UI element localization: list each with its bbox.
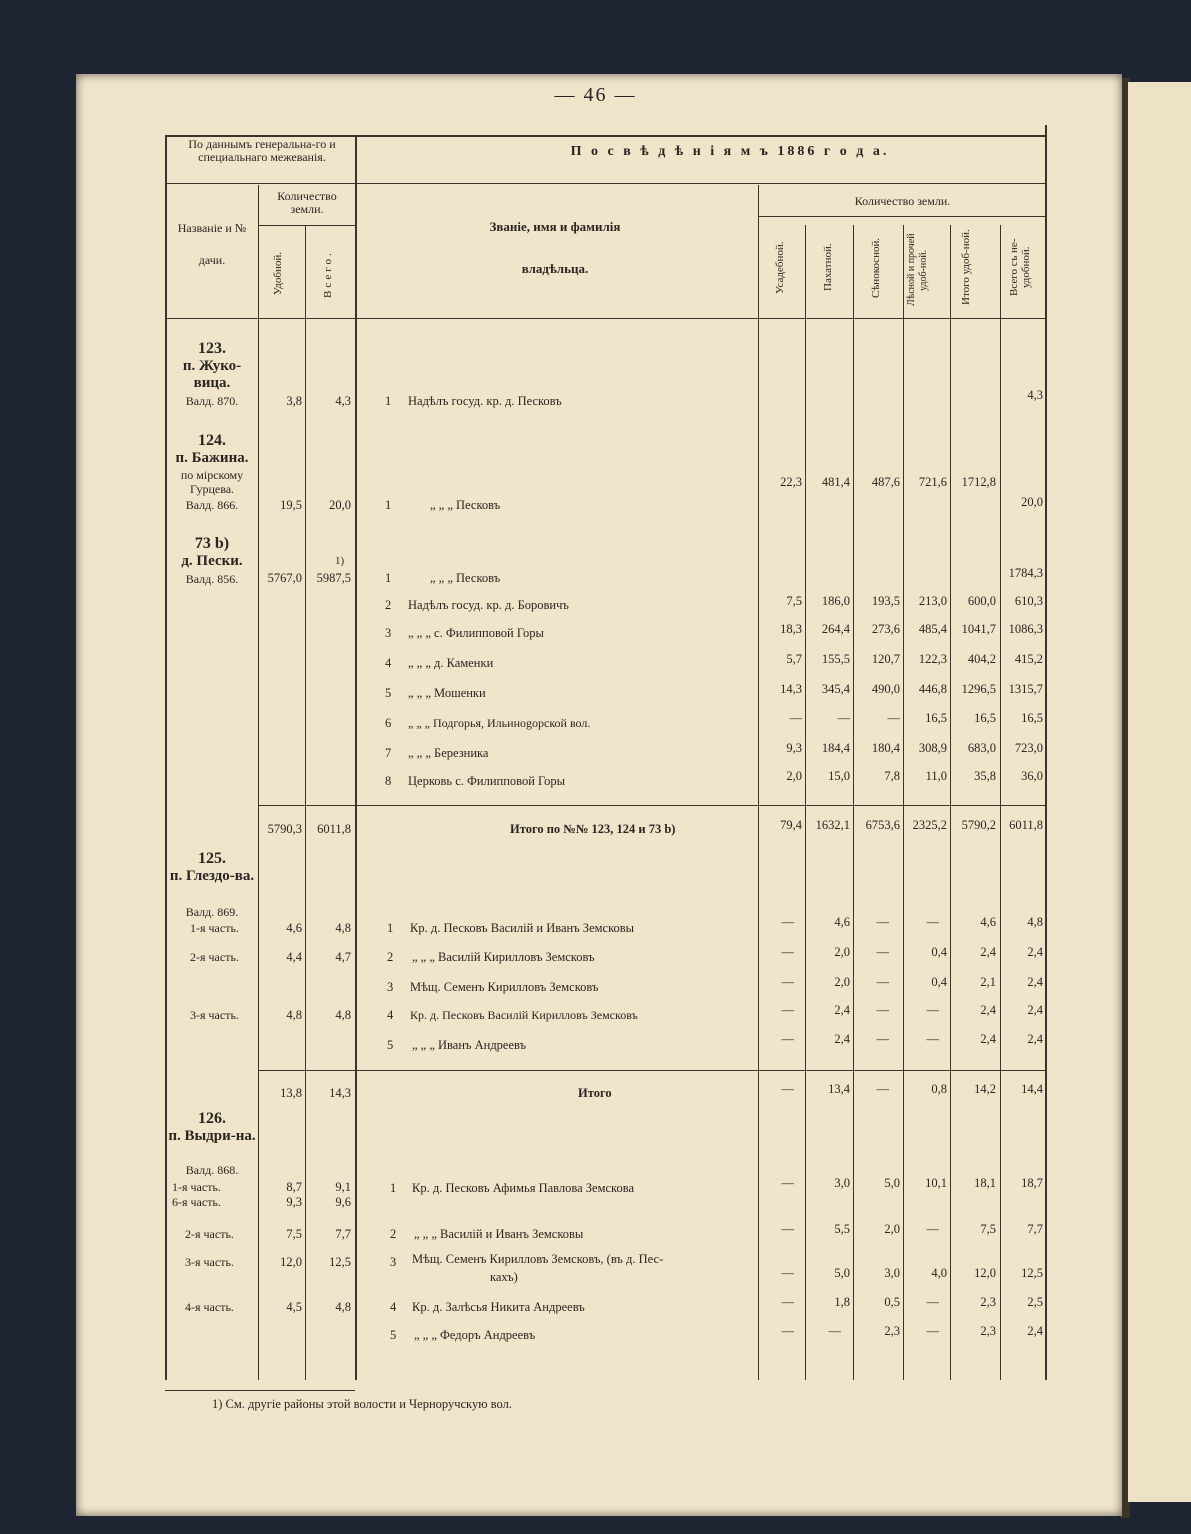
cell-udob: 3,8: [286, 394, 302, 408]
cell-no: 8: [385, 774, 392, 788]
cell-owner: „ „ „ Мошенки: [408, 686, 486, 700]
cell-c3: 0,5: [884, 1295, 900, 1309]
total1-c2: 1632,1: [815, 818, 850, 832]
cell-c6: 2,5: [1027, 1295, 1043, 1309]
total2-label: Итого: [578, 1086, 612, 1100]
cell-c5: 12,0: [974, 1266, 996, 1280]
cell-udob: 4,8: [286, 1008, 302, 1022]
header-owner-2: владѣльца.: [521, 261, 589, 276]
cell-c2: 264,4: [821, 622, 850, 636]
cell-c2: 155,5: [821, 652, 850, 666]
header-c1: Усадебной.: [774, 241, 786, 294]
dacha-73-vald: Валд. 856.: [185, 572, 239, 586]
total1-c1: 79,4: [780, 818, 802, 832]
cell-c3: 120,7: [871, 652, 900, 666]
cell-c1: 18,3: [780, 622, 802, 636]
cell-c1: 7,5: [786, 594, 802, 608]
total2-c1: —: [781, 1082, 794, 1096]
header-name-col: Названіе и № дачи.: [177, 221, 247, 267]
cell-owner: Кр. д. Песковъ Афимья Павлова Земскова: [412, 1181, 635, 1195]
cell-c1: 9,3: [786, 741, 802, 755]
cell-no: 6: [385, 716, 392, 730]
cell-c4: 4,0: [931, 1266, 947, 1280]
cell-c3: 180,4: [871, 741, 900, 755]
cell-owner: „ „ „ Иванъ Андреевъ: [412, 1038, 527, 1052]
cell-c5: 4,6: [980, 915, 996, 929]
cell-vsego: 4,7: [335, 950, 351, 964]
cell-no: 1: [385, 498, 392, 512]
cell-c3: 490,0: [871, 682, 900, 696]
cell-owner: „ „ „ Василій и Иванъ Земсковы: [414, 1227, 584, 1241]
cell-c5: 404,2: [967, 652, 996, 666]
dacha-73-name: д. Пески.: [181, 553, 243, 569]
cell-c1: —: [781, 1324, 794, 1338]
cell-c5: 2,3: [980, 1295, 996, 1309]
col-rule-owner: [355, 135, 357, 1380]
cell-owner: Мѣщ. Семенъ Кирилловъ Земсковъ: [410, 980, 599, 994]
dacha-124-num: 124.: [198, 432, 226, 449]
cell-c4: —: [926, 915, 939, 929]
cell-no: 4: [390, 1300, 397, 1314]
cell-c2: 2,4: [834, 1003, 850, 1017]
part-label: 3-я часть.: [185, 1255, 234, 1269]
cell-c3: 193,5: [871, 594, 900, 608]
cell-c6: 415,2: [1014, 652, 1043, 666]
total1-rule: [258, 805, 1045, 806]
cell-udob: 8,7: [286, 1180, 302, 1194]
part-label: 6-я часть.: [172, 1195, 221, 1209]
cell-c4: 0,4: [931, 945, 947, 959]
table-right-rule: [1045, 125, 1047, 1380]
cell-c3: —: [876, 975, 889, 989]
cell-c2: 1,8: [834, 1295, 850, 1309]
cell-owner: „ „ „ Березника: [408, 746, 489, 760]
col-rule-c5: [950, 225, 951, 1380]
cell-c1: 2,0: [786, 769, 802, 783]
facing-page: [1128, 82, 1191, 1502]
cell-no: 5: [385, 686, 392, 700]
total2-rule: [258, 1070, 1045, 1071]
cell-no: 5: [390, 1328, 397, 1342]
cell-c5: 1712,8: [961, 475, 996, 489]
dacha-123-name: п. Жуко-вица.: [182, 358, 242, 391]
cell-no: 1: [385, 571, 392, 585]
cell-c2: 2,4: [834, 1032, 850, 1046]
total2-c3: —: [876, 1082, 889, 1096]
cell-c5: 2,3: [980, 1324, 996, 1338]
cell-c6: 1086,3: [1008, 622, 1043, 636]
cell-c5: 18,1: [974, 1176, 996, 1190]
cell-udob: 7,5: [286, 1227, 302, 1241]
cell-owner-continued: кахъ): [490, 1270, 518, 1284]
cell-c5: 683,0: [967, 741, 996, 755]
cell-c2: 3,0: [834, 1176, 850, 1190]
cell-owner: „ „ „ д. Каменки: [408, 656, 494, 670]
cell-c6: 36,0: [1021, 769, 1043, 783]
cell-vsego: 4,8: [335, 921, 351, 935]
cell-udob: 19,5: [280, 498, 302, 512]
cell-c5: 2,4: [980, 1003, 996, 1017]
dacha-126-name: п. Выдри-на.: [168, 1128, 256, 1144]
header-c4: Лѣсной и прочей удоб-ной.: [906, 233, 929, 307]
col-rule-c2: [805, 225, 806, 1380]
header-c3: Сѣнокосной.: [870, 237, 882, 298]
cell-c1: —: [789, 711, 802, 725]
cell-c3: —: [887, 711, 900, 725]
cell-c5: 600,0: [967, 594, 996, 608]
cell-owner: Кр. д. Песковъ Василій и Иванъ Земсковы: [410, 921, 635, 935]
cell-udob: 4,5: [286, 1300, 302, 1314]
col-rule-c3: [853, 225, 854, 1380]
cell-c5: 2,1: [980, 975, 996, 989]
cell-c2: 345,4: [821, 682, 850, 696]
cell-udob: 9,3: [286, 1195, 302, 1209]
cell-c3: 273,6: [871, 622, 900, 636]
cell-c6: 7,7: [1027, 1222, 1043, 1236]
cell-c1: —: [781, 975, 794, 989]
cell-c4: 446,8: [918, 682, 947, 696]
cell-no: 7: [385, 746, 392, 760]
part-label: 1-я часть.: [172, 1180, 221, 1194]
cell-c3: —: [876, 1032, 889, 1046]
header-rule-qty2: [758, 216, 1045, 217]
cell-no: 4: [387, 1008, 394, 1022]
cell-c1: —: [781, 1003, 794, 1017]
cell-no: 1: [385, 394, 392, 408]
part-label: 1-я часть.: [190, 921, 239, 935]
dacha-125-name: п. Глездо-ва.: [169, 868, 255, 884]
cell-c6: 610,3: [1014, 594, 1043, 608]
cell-owner: „ „ „ Федоръ Андреевъ: [414, 1328, 536, 1342]
cell-c2: 481,4: [821, 475, 850, 489]
cell-no: 1: [387, 921, 394, 935]
header-owner: Званіе, имя и фамилія: [489, 219, 621, 234]
cell-udob: 4,4: [286, 950, 302, 964]
cell-no: 5: [387, 1038, 394, 1052]
header-c6: Всего съ не-удобной.: [1008, 238, 1032, 297]
cell-c1: —: [781, 1266, 794, 1280]
dacha-123-vald: Валд. 870.: [185, 394, 239, 408]
cell-c4: —: [926, 1295, 939, 1309]
cell-c5: 1296,5: [961, 682, 996, 696]
dacha-73-num: 73 b): [194, 535, 230, 552]
dacha-124-vald: Валд. 866.: [185, 498, 239, 512]
cell-c4: 11,0: [925, 769, 947, 783]
cell-c4: —: [926, 1032, 939, 1046]
cell-c1: —: [781, 1176, 794, 1190]
cell-udob: 5767,0: [267, 571, 302, 585]
total1-c5: 5790,2: [961, 818, 996, 832]
dacha-126-vald: Валд. 868.: [185, 1163, 239, 1177]
total2-c2: 13,4: [828, 1082, 850, 1096]
cell-c4: 308,9: [918, 741, 947, 755]
cell-c6: 20,0: [1021, 495, 1043, 509]
cell-c4: —: [926, 1324, 939, 1338]
footnote: 1) См. другіе районы этой волости и Черноручскую вол.: [212, 1397, 512, 1411]
cell-owner: „ „ „ с. Филипповой Горы: [408, 626, 544, 640]
cell-c4: 122,3: [918, 652, 947, 666]
cell-c6: 16,5: [1021, 711, 1043, 725]
footnote-marker: 1): [335, 555, 345, 567]
dacha-123-num: 123.: [198, 340, 226, 357]
cell-c2: 184,4: [821, 741, 850, 755]
total2-c4: 0,8: [931, 1082, 947, 1096]
cell-vsego: 9,6: [335, 1195, 351, 1209]
header-right-title: П о с в ѣ д ѣ н і я м ъ 1886 г о д а.: [570, 144, 890, 159]
footnote-rule: [165, 1390, 355, 1391]
cell-c6: 1315,7: [1008, 682, 1043, 696]
cell-c2: 15,0: [828, 769, 850, 783]
dacha-125-num: 125.: [198, 850, 226, 867]
cell-udob: 4,6: [286, 921, 302, 935]
dacha-125-vald: Валд. 869.: [185, 905, 239, 919]
cell-no: 2: [385, 598, 392, 612]
cell-owner: „ „ „ Песковъ: [430, 571, 501, 585]
cell-c4: 485,4: [918, 622, 947, 636]
cell-vsego: 5987,5: [316, 571, 351, 585]
cell-no: 3: [385, 626, 392, 640]
cell-owner: „ „ „ Подгорья, Ильинogорской вол.: [408, 716, 591, 730]
cell-c5: 16,5: [974, 711, 996, 725]
cell-c1: 5,7: [786, 652, 802, 666]
cell-c6: 723,0: [1014, 741, 1043, 755]
cell-c4: 213,0: [918, 594, 947, 608]
header-c2: Пахатной.: [822, 243, 834, 292]
cell-c1: —: [781, 915, 794, 929]
cell-c3: —: [876, 915, 889, 929]
total1-vsego: 6011,8: [317, 822, 351, 836]
cell-c2: 5,5: [834, 1222, 850, 1236]
cell-c2: —: [837, 711, 850, 725]
cell-c3: —: [876, 1003, 889, 1017]
total2-c6: 14,4: [1021, 1082, 1043, 1096]
part-label: 2-я часть.: [190, 950, 239, 964]
header-qty-col-2: Количество земли.: [854, 194, 951, 208]
header-rule-1: [165, 183, 1045, 184]
cell-vsego: 20,0: [329, 498, 351, 512]
header-bottom-rule: [165, 318, 1045, 319]
header-qty-col: Количество земли.: [277, 189, 337, 216]
table-left-rule: [165, 135, 167, 1380]
total2-udob: 13,8: [280, 1086, 302, 1100]
cell-c3: 3,0: [884, 1266, 900, 1280]
cell-c5: 35,8: [974, 769, 996, 783]
cell-no: 1: [390, 1181, 397, 1195]
cell-vsego: 9,1: [335, 1180, 351, 1194]
header-udob: Удобной.: [272, 252, 284, 296]
cell-no: 3: [387, 980, 394, 994]
cell-no: 2: [387, 950, 394, 964]
total1-c4: 2325,2: [912, 818, 947, 832]
part-label: 3-я часть.: [190, 1008, 239, 1022]
cell-c1: —: [781, 1222, 794, 1236]
cell-vsego: 4,8: [335, 1008, 351, 1022]
cell-owner: „ „ „ Василій Кирилловъ Земсковъ: [412, 950, 595, 964]
cell-c6: 18,7: [1021, 1176, 1043, 1190]
cell-c2: 2,0: [834, 975, 850, 989]
cell-owner: Кр. д. Залѣсья Никита Андреевъ: [412, 1300, 585, 1314]
cell-c6: 2,4: [1027, 975, 1043, 989]
cell-c5: 7,5: [980, 1222, 996, 1236]
cell-c1: 14,3: [780, 682, 802, 696]
col-rule-c4: [903, 225, 904, 1380]
cell-c1: —: [781, 945, 794, 959]
cell-c1: —: [781, 1295, 794, 1309]
header-vsego: Всего.: [322, 250, 334, 298]
cell-c6: 1784,3: [1008, 566, 1043, 580]
total1-c6: 6011,8: [1009, 818, 1043, 832]
total2-c5: 14,2: [974, 1082, 996, 1096]
cell-no: 2: [390, 1227, 397, 1241]
header-left-title: По даннымъ генеральна-го и специальнаго межеванія.: [188, 137, 336, 164]
cell-c3: 5,0: [884, 1176, 900, 1190]
cell-c5: 2,4: [980, 1032, 996, 1046]
cell-owner: Кр. д. Песковъ Василій Кирилловъ Земсковъ: [410, 1008, 638, 1022]
cell-c4: 721,6: [918, 475, 947, 489]
cell-c2: 5,0: [834, 1266, 850, 1280]
page-number: — 46 —: [554, 84, 637, 106]
total1-label: Итого по №№ 123, 124 и 73 b): [510, 822, 676, 836]
cell-c4: 0,4: [931, 975, 947, 989]
cell-c3: 2,3: [884, 1324, 900, 1338]
cell-owner: Надѣлъ госуд. кр. д. Песковъ: [408, 394, 562, 408]
cell-owner: Церковь с. Филипповой Горы: [408, 774, 566, 788]
cell-owner: „ „ „ Песковъ: [430, 498, 501, 512]
cell-vsego: 4,3: [335, 394, 351, 408]
part-label: 2-я часть.: [185, 1227, 234, 1241]
cell-c2: 4,6: [834, 915, 850, 929]
cell-c3: 7,8: [884, 769, 900, 783]
cell-c4: —: [926, 1003, 939, 1017]
cell-no: 4: [385, 656, 392, 670]
part-label: 4-я часть.: [185, 1300, 234, 1314]
cell-owner: Мѣщ. Семенъ Кирилловъ Земсковъ, (въ д. Пес-: [412, 1252, 664, 1266]
cell-c4: —: [926, 1222, 939, 1236]
cell-owner: Надѣлъ госуд. кр. д. Боровичъ: [408, 598, 569, 612]
cell-c3: 487,6: [871, 475, 900, 489]
cell-c1: 22,3: [780, 475, 802, 489]
cell-c5: 2,4: [980, 945, 996, 959]
cell-c5: 1041,7: [961, 622, 996, 636]
cell-c3: 2,0: [884, 1222, 900, 1236]
header-c5: Итого удоб-ной.: [960, 229, 972, 306]
cell-c6: 4,8: [1027, 915, 1043, 929]
cell-c3: —: [876, 945, 889, 959]
cell-vsego: 12,5: [329, 1255, 351, 1269]
header-rule-qty: [258, 225, 355, 226]
cell-c4: 16,5: [925, 711, 947, 725]
cell-c6: 12,5: [1021, 1266, 1043, 1280]
total2-vsego: 14,3: [329, 1086, 351, 1100]
total1-udob: 5790,3: [267, 822, 302, 836]
cell-c1: —: [781, 1032, 794, 1046]
dacha-124-extra: по мірскому Гурцева.: [180, 468, 244, 496]
cell-c6: 2,4: [1027, 1003, 1043, 1017]
cell-no: 3: [390, 1255, 397, 1269]
cell-c6: 4,3: [1027, 388, 1043, 402]
dacha-126-num: 126.: [198, 1110, 226, 1127]
cell-c6: 2,4: [1027, 1032, 1043, 1046]
cell-c4: 10,1: [925, 1176, 947, 1190]
cell-udob: 12,0: [280, 1255, 302, 1269]
cell-c6: 2,4: [1027, 1324, 1043, 1338]
cell-c6: 2,4: [1027, 945, 1043, 959]
cell-c2: 2,0: [834, 945, 850, 959]
cell-c2: 186,0: [821, 594, 850, 608]
cell-c2: —: [828, 1324, 841, 1338]
total1-c3: 6753,6: [865, 818, 900, 832]
cell-vsego: 7,7: [335, 1227, 351, 1241]
cell-vsego: 4,8: [335, 1300, 351, 1314]
dacha-124-name: п. Бажина.: [175, 450, 249, 466]
